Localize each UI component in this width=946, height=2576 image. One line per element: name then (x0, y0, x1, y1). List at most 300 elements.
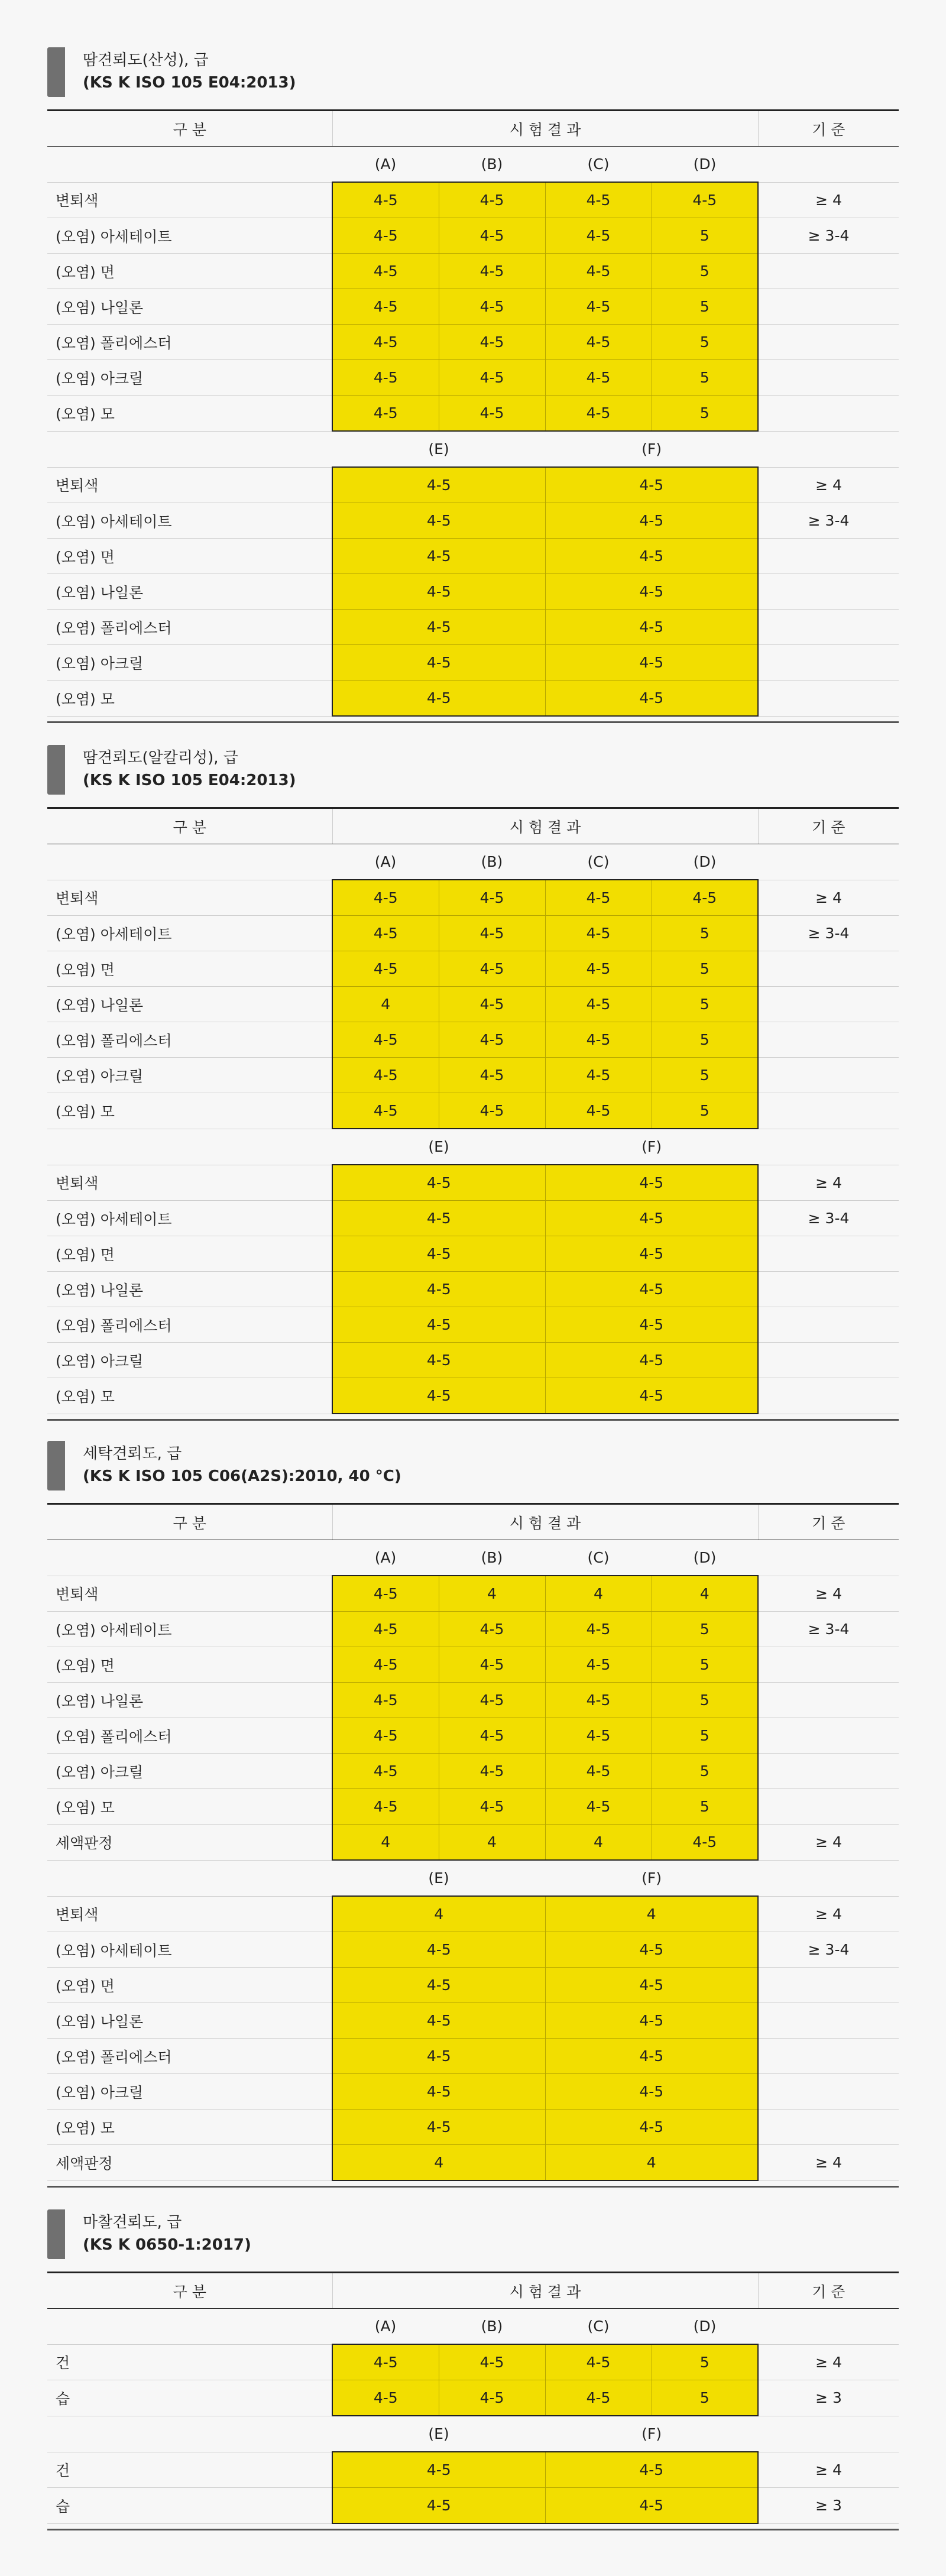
table-row (47, 1201, 899, 1236)
row-label: 습 (47, 2380, 332, 2416)
result-cell: 5 (652, 1789, 758, 1825)
section-marker-bar (47, 745, 65, 795)
criteria-cell: ≥ 4 (758, 182, 899, 218)
result-cell: 4-5 (332, 2452, 545, 2488)
column-label: (D) (652, 2309, 758, 2345)
result-cell: 4-5 (332, 2074, 545, 2110)
result-cell: 4-5 (545, 2452, 758, 2488)
table-row (47, 1789, 899, 1825)
result-cell: 4-5 (545, 1307, 758, 1343)
row-label: (오염) 면 (47, 1236, 332, 1272)
column-label: (E) (332, 1860, 545, 1896)
header-criteria: 기 준 (758, 1504, 899, 1540)
result-cell: 4-5 (545, 254, 652, 289)
table-row (47, 1647, 899, 1683)
criteria-cell (758, 325, 899, 360)
result-cell: 5 (652, 2344, 758, 2380)
result-cell: 4-5 (439, 1683, 545, 1718)
table-row (47, 1307, 899, 1343)
results-table (47, 807, 899, 1414)
empty-cell (758, 844, 899, 880)
empty-cell (47, 431, 332, 467)
row-label: (오염) 폴리에스터 (47, 1022, 332, 1058)
result-cell: 4-5 (332, 2003, 545, 2039)
header-category: 구 분 (47, 1504, 332, 1540)
section-end-rule (47, 2181, 899, 2188)
row-label: (오염) 아크릴 (47, 1343, 332, 1378)
section-title: 땀견뢰도(알칼리성), 급 (83, 749, 238, 767)
result-cell: 4-5 (545, 987, 652, 1022)
result-cell: 4-5 (545, 1022, 652, 1058)
table-row (47, 1378, 899, 1414)
header-category: 구 분 (47, 2273, 332, 2309)
result-cell: 4-5 (332, 610, 545, 645)
section-end-rule (47, 1414, 899, 1421)
result-cell: 4-5 (332, 1058, 439, 1093)
criteria-cell: ≥ 4 (758, 1896, 899, 1932)
result-cell: 4 (545, 1825, 652, 1861)
table-row (47, 681, 899, 717)
criteria-cell: ≥ 4 (758, 2452, 899, 2488)
table-row (47, 182, 899, 218)
column-label: (C) (545, 2309, 652, 2345)
empty-cell (47, 1540, 332, 1576)
result-cell: 4-5 (439, 1647, 545, 1683)
section-header (47, 745, 899, 807)
result-cell: 4-5 (332, 539, 545, 574)
result-cell: 4 (332, 987, 439, 1022)
result-cell: 4-5 (332, 1343, 545, 1378)
header-results: 시 험 결 과 (332, 808, 758, 844)
row-label: (오염) 모 (47, 1093, 332, 1129)
table-row (47, 1576, 899, 1612)
result-cell: 4-5 (439, 182, 545, 218)
result-cell: 4-5 (332, 254, 439, 289)
result-cell: 4 (545, 2145, 758, 2181)
result-cell: 4-5 (545, 2344, 652, 2380)
result-cell: 4-5 (332, 2344, 439, 2380)
criteria-cell (758, 1754, 899, 1789)
result-cell: 4-5 (652, 1825, 758, 1861)
result-cell: 4-5 (545, 396, 652, 432)
table-row (47, 325, 899, 360)
row-label: (오염) 면 (47, 1647, 332, 1683)
section-title: 땀견뢰도(산성), 급 (83, 51, 209, 69)
criteria-cell (758, 1022, 899, 1058)
row-label: 변퇴색 (47, 1165, 332, 1201)
criteria-cell (758, 396, 899, 432)
criteria-cell (758, 2074, 899, 2110)
result-cell: 4-5 (545, 1165, 758, 1201)
header-category: 구 분 (47, 111, 332, 147)
section-standard: (KS K 0650-1:2017) (83, 2236, 251, 2254)
table-row (47, 1058, 899, 1093)
criteria-cell (758, 1343, 899, 1378)
section-1 (47, 47, 899, 723)
result-cell: 4-5 (439, 1789, 545, 1825)
row-label: (오염) 나일론 (47, 987, 332, 1022)
result-cell: 5 (652, 360, 758, 396)
empty-cell (758, 2416, 899, 2452)
result-cell: 4-5 (439, 325, 545, 360)
section-marker-bar (47, 1441, 65, 1490)
result-cell: 4-5 (545, 539, 758, 574)
section-marker-bar (47, 2209, 65, 2259)
result-cell: 5 (652, 1058, 758, 1093)
table-row (47, 467, 899, 503)
row-label: (오염) 폴리에스터 (47, 2039, 332, 2074)
result-cell: 4-5 (332, 951, 439, 987)
result-cell: 4-5 (439, 916, 545, 951)
result-cell: 4-5 (545, 1647, 652, 1683)
criteria-cell: ≥ 4 (758, 1165, 899, 1201)
row-label: (오염) 모 (47, 2110, 332, 2145)
result-cell: 5 (652, 1754, 758, 1789)
criteria-cell (758, 360, 899, 396)
result-cell: 4-5 (332, 681, 545, 717)
result-cell: 4-5 (545, 2074, 758, 2110)
row-label: (오염) 면 (47, 539, 332, 574)
table-row (47, 218, 899, 254)
row-label: 습 (47, 2488, 332, 2524)
result-cell: 4-5 (332, 2488, 545, 2524)
result-cell: 4 (332, 1896, 545, 1932)
result-cell: 4-5 (332, 182, 439, 218)
result-cell: 4-5 (545, 1201, 758, 1236)
section-3 (47, 1441, 899, 2188)
result-cell: 5 (652, 1683, 758, 1718)
section-standard: (KS K ISO 105 E04:2013) (83, 772, 296, 789)
results-table (47, 1503, 899, 2181)
empty-cell (758, 1860, 899, 1896)
row-label: 변퇴색 (47, 182, 332, 218)
table-header-row (47, 808, 899, 844)
criteria-cell (758, 1968, 899, 2003)
result-cell: 4-5 (332, 1576, 439, 1612)
row-label: (오염) 면 (47, 951, 332, 987)
table-row (47, 2452, 899, 2488)
row-label: (오염) 아크릴 (47, 2074, 332, 2110)
table-row (47, 360, 899, 396)
result-cell: 4-5 (545, 467, 758, 503)
result-cell: 4-5 (545, 1968, 758, 2003)
column-label-row (47, 1540, 899, 1576)
result-cell: 4-5 (332, 325, 439, 360)
result-cell: 4-5 (545, 2488, 758, 2524)
criteria-cell (758, 1058, 899, 1093)
row-label: (오염) 아세테이트 (47, 218, 332, 254)
criteria-cell (758, 1272, 899, 1307)
result-cell: 4 (545, 1576, 652, 1612)
result-cell: 5 (652, 325, 758, 360)
column-label: (C) (545, 147, 652, 183)
column-label: (D) (652, 1540, 758, 1576)
column-label: (C) (545, 1540, 652, 1576)
result-cell: 4 (332, 2145, 545, 2181)
criteria-cell: ≥ 3-4 (758, 1932, 899, 1968)
row-label: (오염) 아세테이트 (47, 1201, 332, 1236)
row-label: (오염) 폴리에스터 (47, 1718, 332, 1754)
result-cell: 4-5 (332, 1236, 545, 1272)
row-label: 세액판정 (47, 1825, 332, 1861)
result-cell: 4-5 (439, 1058, 545, 1093)
row-label: 변퇴색 (47, 467, 332, 503)
result-cell: 4-5 (545, 2110, 758, 2145)
criteria-cell (758, 574, 899, 610)
empty-cell (47, 2416, 332, 2452)
row-label: 변퇴색 (47, 1576, 332, 1612)
row-label: (오염) 아크릴 (47, 360, 332, 396)
criteria-cell (758, 1307, 899, 1343)
header-criteria: 기 준 (758, 808, 899, 844)
criteria-cell: ≥ 3-4 (758, 1201, 899, 1236)
table-row (47, 1896, 899, 1932)
criteria-cell (758, 610, 899, 645)
result-cell: 5 (652, 1093, 758, 1129)
row-label: (오염) 나일론 (47, 574, 332, 610)
criteria-cell (758, 1647, 899, 1683)
table-row (47, 1022, 899, 1058)
result-cell: 4-5 (332, 1683, 439, 1718)
result-cell: 4-5 (545, 182, 652, 218)
table-row (47, 1825, 899, 1861)
result-cell: 4-5 (545, 1754, 652, 1789)
row-label: (오염) 나일론 (47, 1683, 332, 1718)
result-cell: 4-5 (332, 916, 439, 951)
column-label-row (47, 2309, 899, 2345)
section-header (47, 47, 899, 109)
criteria-cell: ≥ 3 (758, 2488, 899, 2524)
row-label: (오염) 나일론 (47, 2003, 332, 2039)
result-cell: 4-5 (332, 360, 439, 396)
row-label: (오염) 폴리에스터 (47, 325, 332, 360)
criteria-cell: ≥ 3-4 (758, 1612, 899, 1647)
table-row (47, 2110, 899, 2145)
empty-cell (758, 1540, 899, 1576)
column-label-row (47, 2416, 899, 2452)
empty-cell (47, 1860, 332, 1896)
result-cell: 4 (439, 1825, 545, 1861)
result-cell: 4-5 (332, 2039, 545, 2074)
table-row (47, 1236, 899, 1272)
table-row (47, 610, 899, 645)
criteria-cell: ≥ 4 (758, 2145, 899, 2181)
result-cell: 4 (439, 1576, 545, 1612)
row-label: (오염) 아세테이트 (47, 916, 332, 951)
result-cell: 4 (545, 1896, 758, 1932)
result-cell: 4-5 (545, 1058, 652, 1093)
row-label: (오염) 폴리에스터 (47, 1307, 332, 1343)
criteria-cell: ≥ 3-4 (758, 503, 899, 539)
result-cell: 4-5 (545, 1789, 652, 1825)
column-label: (E) (332, 1129, 545, 1165)
column-label-row (47, 1129, 899, 1165)
row-label: (오염) 아세테이트 (47, 1612, 332, 1647)
empty-cell (758, 2309, 899, 2345)
result-cell: 4-5 (332, 574, 545, 610)
criteria-cell (758, 1718, 899, 1754)
column-label: (D) (652, 147, 758, 183)
result-cell: 4-5 (332, 1093, 439, 1129)
row-label: (오염) 나일론 (47, 1272, 332, 1307)
result-cell: 4-5 (332, 1022, 439, 1058)
row-label: (오염) 모 (47, 681, 332, 717)
column-label: (E) (332, 431, 545, 467)
column-label: (F) (545, 1860, 758, 1896)
result-cell: 4-5 (652, 880, 758, 916)
column-label-row (47, 431, 899, 467)
result-cell: 5 (652, 1022, 758, 1058)
result-cell: 4-5 (332, 1968, 545, 2003)
result-cell: 4-5 (545, 681, 758, 717)
section-standard: (KS K ISO 105 E04:2013) (83, 74, 296, 92)
header-criteria: 기 준 (758, 111, 899, 147)
row-label: 건 (47, 2452, 332, 2488)
criteria-cell (758, 1236, 899, 1272)
result-cell: 4-5 (439, 2344, 545, 2380)
result-cell: 4-5 (545, 1612, 652, 1647)
criteria-cell (758, 254, 899, 289)
result-cell: 4-5 (332, 1201, 545, 1236)
table-row (47, 1165, 899, 1201)
header-results: 시 험 결 과 (332, 111, 758, 147)
row-label: 변퇴색 (47, 1896, 332, 1932)
row-label: 변퇴색 (47, 880, 332, 916)
result-cell: 4-5 (545, 880, 652, 916)
result-cell: 4-5 (545, 610, 758, 645)
section-title: 세탁견뢰도, 급 (83, 1445, 182, 1463)
result-cell: 4-5 (332, 1307, 545, 1343)
criteria-cell (758, 539, 899, 574)
result-cell: 4-5 (439, 1754, 545, 1789)
section-header (47, 1441, 899, 1503)
result-cell: 4-5 (545, 1683, 652, 1718)
column-label: (F) (545, 2416, 758, 2452)
result-cell: 4-5 (439, 987, 545, 1022)
criteria-cell (758, 2110, 899, 2145)
section-title: 마찰견뢰도, 급 (83, 2214, 182, 2231)
table-row (47, 987, 899, 1022)
row-label: (오염) 모 (47, 1378, 332, 1414)
header-category: 구 분 (47, 808, 332, 844)
criteria-cell: ≥ 3-4 (758, 916, 899, 951)
row-label: (오염) 모 (47, 1789, 332, 1825)
column-label: (B) (439, 2309, 545, 2345)
result-cell: 4-5 (545, 2380, 652, 2416)
result-cell: 4-5 (439, 218, 545, 254)
result-cell: 5 (652, 396, 758, 432)
result-cell: 4-5 (439, 1718, 545, 1754)
result-cell: 4-5 (332, 503, 545, 539)
column-label-row (47, 844, 899, 880)
row-label: (오염) 면 (47, 254, 332, 289)
header-criteria: 기 준 (758, 2273, 899, 2309)
table-header-row (47, 2273, 899, 2309)
criteria-cell: ≥ 4 (758, 467, 899, 503)
table-row (47, 503, 899, 539)
row-label: (오염) 나일론 (47, 289, 332, 325)
result-cell: 5 (652, 1718, 758, 1754)
column-label: (C) (545, 844, 652, 880)
result-cell: 4-5 (545, 360, 652, 396)
empty-cell (47, 844, 332, 880)
section-4 (47, 2209, 899, 2530)
criteria-cell (758, 645, 899, 681)
result-cell: 4-5 (545, 325, 652, 360)
result-cell: 4-5 (332, 1165, 545, 1201)
column-label: (B) (439, 844, 545, 880)
section-end-rule (47, 717, 899, 723)
criteria-cell (758, 2039, 899, 2074)
table-row (47, 1683, 899, 1718)
result-cell: 4-5 (332, 467, 545, 503)
criteria-cell (758, 1683, 899, 1718)
column-label: (E) (332, 2416, 545, 2452)
table-row (47, 574, 899, 610)
table-row (47, 645, 899, 681)
result-cell: 5 (652, 289, 758, 325)
column-label: (A) (332, 147, 439, 183)
result-cell: 4-5 (439, 951, 545, 987)
table-row (47, 1968, 899, 2003)
result-cell: 4-5 (439, 880, 545, 916)
result-cell: 4-5 (545, 951, 652, 987)
section-header (47, 2209, 899, 2272)
result-cell: 4-5 (439, 360, 545, 396)
criteria-cell: ≥ 3-4 (758, 218, 899, 254)
row-label: (오염) 아크릴 (47, 1754, 332, 1789)
empty-cell (47, 2309, 332, 2345)
header-results: 시 험 결 과 (332, 2273, 758, 2309)
result-cell: 4-5 (332, 1789, 439, 1825)
result-cell: 4-5 (332, 1378, 545, 1414)
result-cell: 4 (332, 1825, 439, 1861)
column-label: (F) (545, 1129, 758, 1165)
result-cell: 4-5 (545, 2039, 758, 2074)
table-row (47, 1754, 899, 1789)
section-end-rule (47, 2524, 899, 2530)
table-row (47, 1612, 899, 1647)
criteria-cell (758, 1789, 899, 1825)
table-row (47, 2003, 899, 2039)
table-row (47, 539, 899, 574)
row-label: (오염) 아크릴 (47, 1058, 332, 1093)
result-cell: 4-5 (439, 289, 545, 325)
result-cell: 4-5 (439, 1093, 545, 1129)
result-cell: 4-5 (545, 1236, 758, 1272)
column-label: (A) (332, 2309, 439, 2345)
result-cell: 4-5 (439, 396, 545, 432)
empty-cell (47, 147, 332, 183)
row-label: (오염) 아세테이트 (47, 1932, 332, 1968)
table-row (47, 2380, 899, 2416)
result-cell: 4-5 (545, 645, 758, 681)
column-label: (D) (652, 844, 758, 880)
column-label-row (47, 147, 899, 183)
result-cell: 4-5 (545, 574, 758, 610)
table-row (47, 2145, 899, 2181)
row-label: (오염) 면 (47, 1968, 332, 2003)
row-label: (오염) 아크릴 (47, 645, 332, 681)
result-cell: 4-5 (332, 1718, 439, 1754)
result-cell: 4-5 (439, 254, 545, 289)
result-cell: 4-5 (332, 1272, 545, 1307)
row-label: 건 (47, 2344, 332, 2380)
row-label: (오염) 모 (47, 396, 332, 432)
result-cell: 4-5 (545, 2003, 758, 2039)
result-cell: 4-5 (332, 396, 439, 432)
result-cell: 4-5 (545, 289, 652, 325)
